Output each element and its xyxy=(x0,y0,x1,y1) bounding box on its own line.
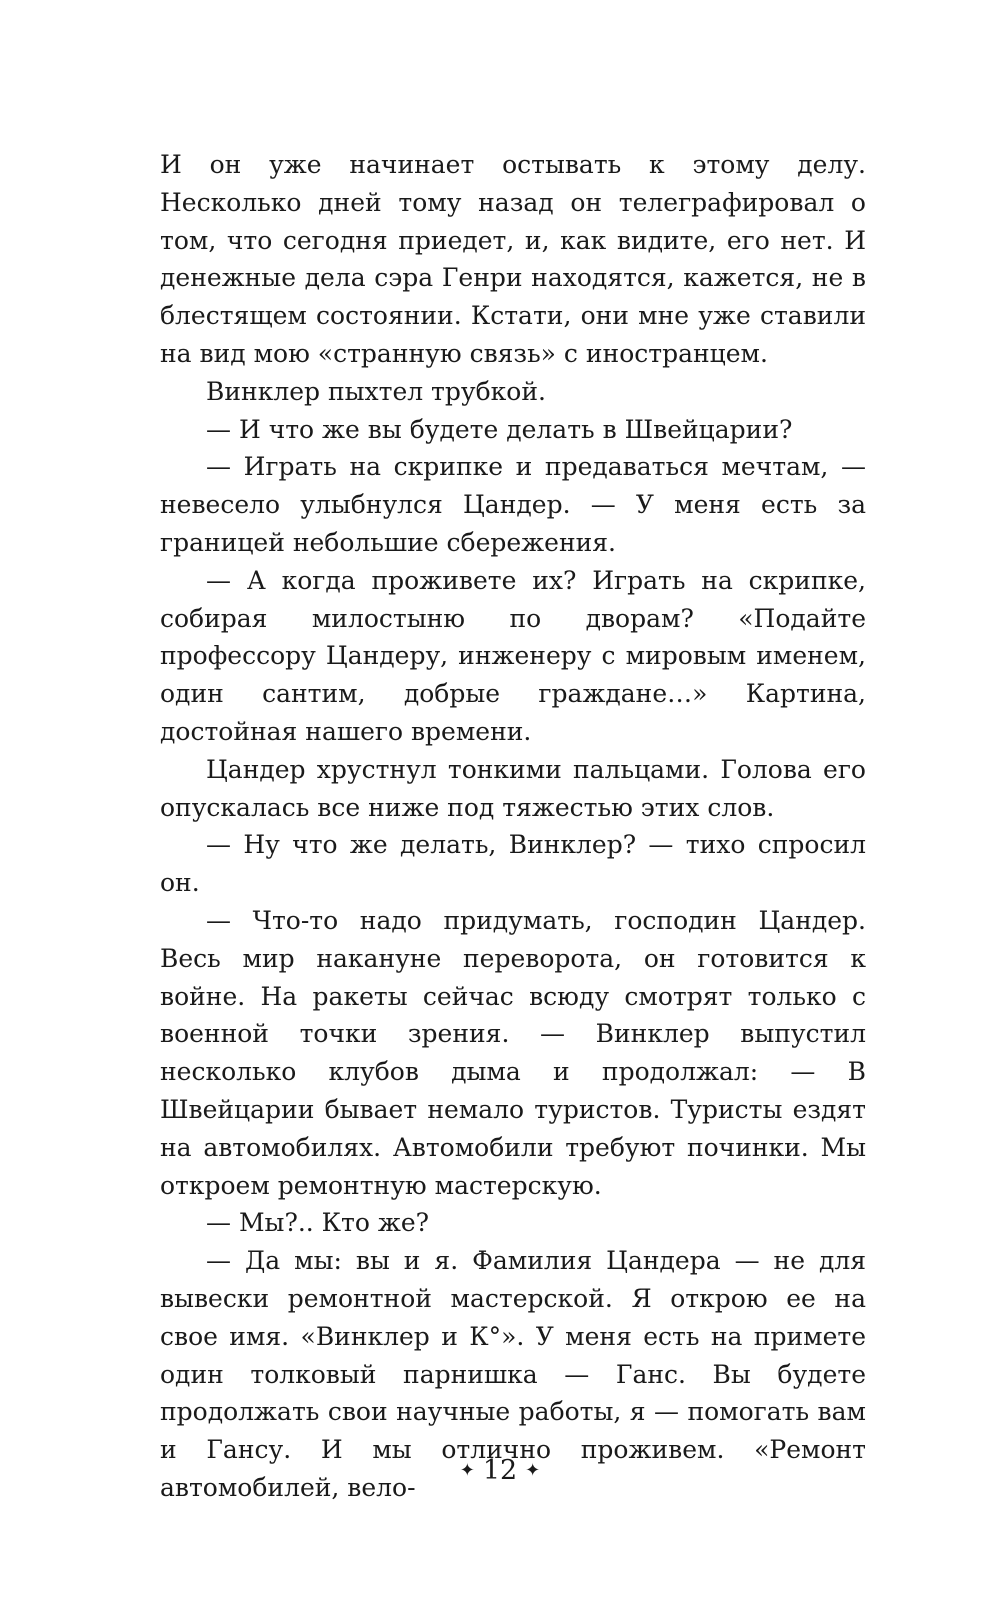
dialogue-line: — Играть на скрипке и предаваться мечтам, — невесело улыбнулся Цандер. — У меня есть за границей небольшие сбережения. xyxy=(160,452,866,557)
body-text xyxy=(160,146,866,1507)
page-number-footer xyxy=(0,1456,1000,1486)
page-number: 12 xyxy=(482,1455,518,1486)
ornament-star-icon: ✦ xyxy=(459,1460,475,1481)
ornament-star-icon: ✦ xyxy=(525,1460,541,1481)
dialogue-line: — А когда проживете их? Играть на скрипке, собирая милостыню по дворам? «Подайте профессору Цандеру, инженеру с мировым именем, один сантим, добрые граждане…» Картина, достойная нашего времени. xyxy=(160,565,866,746)
paragraph-continuation: И он уже начинает остывать к этому делу. Несколько дней тому назад он телеграфировал о том, что сегодня приедет, и, как видите, его нет. И денежные дела сэра Генри находятся, кажется, не в блестящем состоянии. Кстати, они мне уже ставили на вид мою «странную связь» с иностранцем. xyxy=(160,150,866,368)
dialogue-line: — Да мы: вы и я. Фамилия Цандера — не для вывески ремонтной мастерской. Я открою ее на свое имя. «Винклер и К°». У меня есть на примете один толковый парнишка — Ганс. Вы будете продолжать свои научные работы, я — помогать вам и Гансу. И мы отлично проживем. «Ремонт автомобилей, вело- xyxy=(160,1246,866,1502)
paragraph: Цандер хрустнул тонкими пальцами. Голова его опускалась все ниже под тяжестью этих слов. xyxy=(160,754,866,822)
dialogue-line: — И что же вы будете делать в Швейцарии? xyxy=(206,414,793,444)
paragraph: Винклер пыхтел трубкой. xyxy=(206,376,546,406)
dialogue-line: — Что-то надо придумать, господин Цандер. Весь мир накануне переворота, он готовится к войне. На ракеты сейчас всюду смотрят только с военной точки зрения. — Винклер выпустил несколько клубов дыма и продолжал: — В Швейцарии бывает немало туристов. Туристы ездят на автомобилях. Автомобили требуют починки. Мы откроем ремонтную мастерскую. xyxy=(160,905,866,1200)
dialogue-line: — Мы?.. Кто же? xyxy=(206,1208,430,1238)
dialogue-line: — Ну что же делать, Винклер? — тихо спросил он. xyxy=(160,830,866,898)
